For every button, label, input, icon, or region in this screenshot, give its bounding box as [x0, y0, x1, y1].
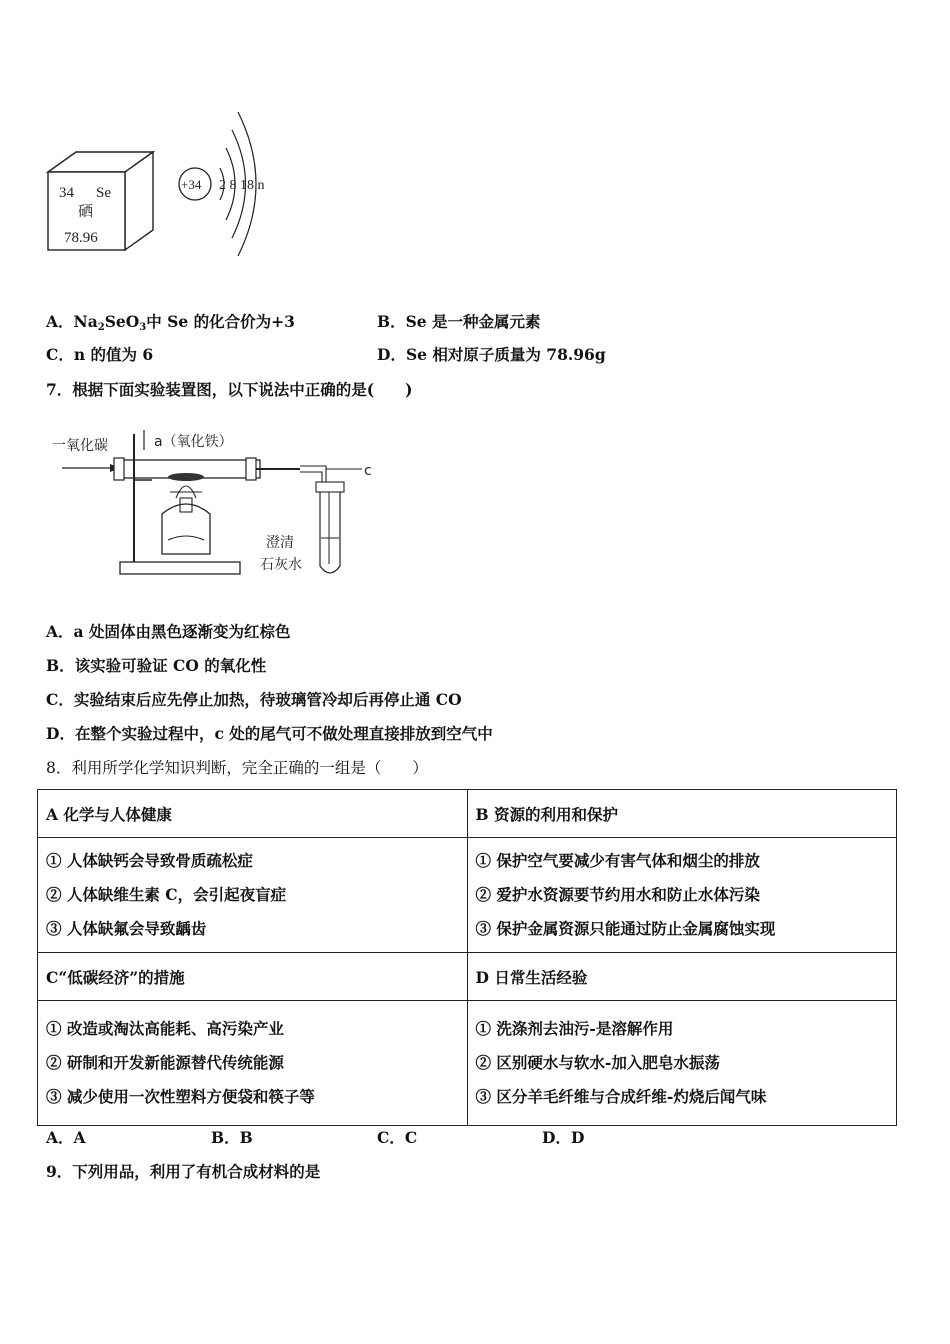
q6-option-b: B．Se 是一种金属元素 — [377, 312, 541, 331]
q7-option-c: C．实验结束后应先停止加热，待玻璃管冷却后再停止通 CO — [46, 690, 462, 709]
cell-a-items — [38, 838, 468, 953]
q7-option-a: A．a 处固体由黑色逐渐变为红棕色 — [46, 622, 291, 641]
list-item: ① 保护空气要减少有害气体和烟尘的排放 — [475, 851, 760, 870]
atomic-mass: 78.96 — [64, 230, 98, 246]
label-limewater-2: 石灰水 — [260, 557, 302, 573]
q6-option-d: D．Se 相对原子质量为 78.96g — [377, 345, 606, 364]
label-co: 一氧化碳 — [52, 438, 108, 454]
label-limewater-1: 澄清 — [266, 535, 294, 551]
list-item: ③ 保护金属资源只能通过防止金属腐蚀实现 — [475, 919, 776, 938]
glass-pipe — [300, 466, 326, 484]
q7-option-b: B．该实验可验证 CO 的氧化性 — [46, 656, 267, 675]
cell-d-title: D 日常生活经验 — [467, 953, 897, 1001]
q9-question: 9．下列用品，利用了有机合成材料的是 — [46, 1162, 321, 1181]
cell-b-items — [467, 838, 897, 953]
atomic-number: 34 — [59, 185, 74, 201]
list-item: ② 人体缺维生素 C，会引起夜盲症 — [46, 885, 287, 904]
atom-structure — [179, 112, 265, 256]
cell-d-items — [467, 1001, 897, 1126]
q6-option-c: C．n 的值为 6 — [46, 345, 154, 364]
q8-option-b: B．B — [211, 1128, 253, 1147]
q8-option-d: D．D — [542, 1128, 585, 1147]
q7-option-d: D．在整个实验过程中，c 处的尾气可不做处理直接排放到空气中 — [46, 724, 493, 743]
nucleus-charge: +34 — [181, 177, 202, 192]
list-item: ③ 减少使用一次性塑料方便袋和筷子等 — [46, 1087, 315, 1106]
element-symbol: Se — [96, 185, 111, 201]
list-item: ① 洗涤剂去油污-是溶解作用 — [475, 1019, 674, 1038]
iron-oxide-sample — [168, 473, 204, 481]
list-item: ③ 人体缺氟会导致龋齿 — [46, 919, 207, 938]
label-iron-oxide: a（氧化铁） — [154, 434, 233, 450]
cell-c-items — [38, 1001, 468, 1126]
q8-table — [37, 789, 897, 1126]
list-item: ② 区别硬水与软水-加入肥皂水振荡 — [475, 1053, 720, 1072]
list-item: ① 改造或淘汰高能耗、高污染产业 — [46, 1019, 284, 1038]
lamp-liquid — [168, 536, 204, 540]
q8-question: 8．利用所学化学知识判断，完全正确的一组是（ ） — [46, 759, 428, 777]
list-item: ① 人体缺钙会导致骨质疏松症 — [46, 851, 253, 870]
q7-question: 7．根据下面实验装置图，以下说法中正确的是( ) — [46, 380, 413, 399]
test-tube-stopper — [316, 482, 344, 492]
tube-stopper-right — [246, 458, 256, 480]
shell-electrons: 2 8 18 n — [219, 178, 265, 193]
tube-stopper-left — [114, 458, 124, 480]
element-name: 硒 — [78, 202, 94, 220]
q6-option-a: A．$Na_2SeO_3$中 Se 的化合价为+3 — [46, 312, 295, 333]
list-item: ② 爱护水资源要节约用水和防止水体污染 — [475, 885, 760, 904]
selenium-figure — [40, 108, 290, 258]
q8-option-c: C．C — [377, 1128, 418, 1147]
list-item: ③ 区分羊毛纤维与合成纤维-灼烧后闻气味 — [475, 1087, 767, 1106]
cell-b-title: B 资源的利用和保护 — [467, 790, 897, 838]
cell-c-title: C“低碳经济”的措施 — [38, 953, 468, 1001]
cell-a-title: A 化学与人体健康 — [38, 790, 468, 838]
list-item: ② 研制和开发新能源替代传统能源 — [46, 1053, 284, 1072]
test-tube — [320, 492, 340, 573]
lamp-wick-holder — [180, 498, 192, 512]
element-card — [48, 152, 153, 250]
q8-option-a: A．A — [46, 1128, 86, 1147]
label-c: c — [364, 463, 372, 479]
q7-apparatus-diagram — [50, 414, 380, 584]
stand-base — [120, 562, 240, 574]
